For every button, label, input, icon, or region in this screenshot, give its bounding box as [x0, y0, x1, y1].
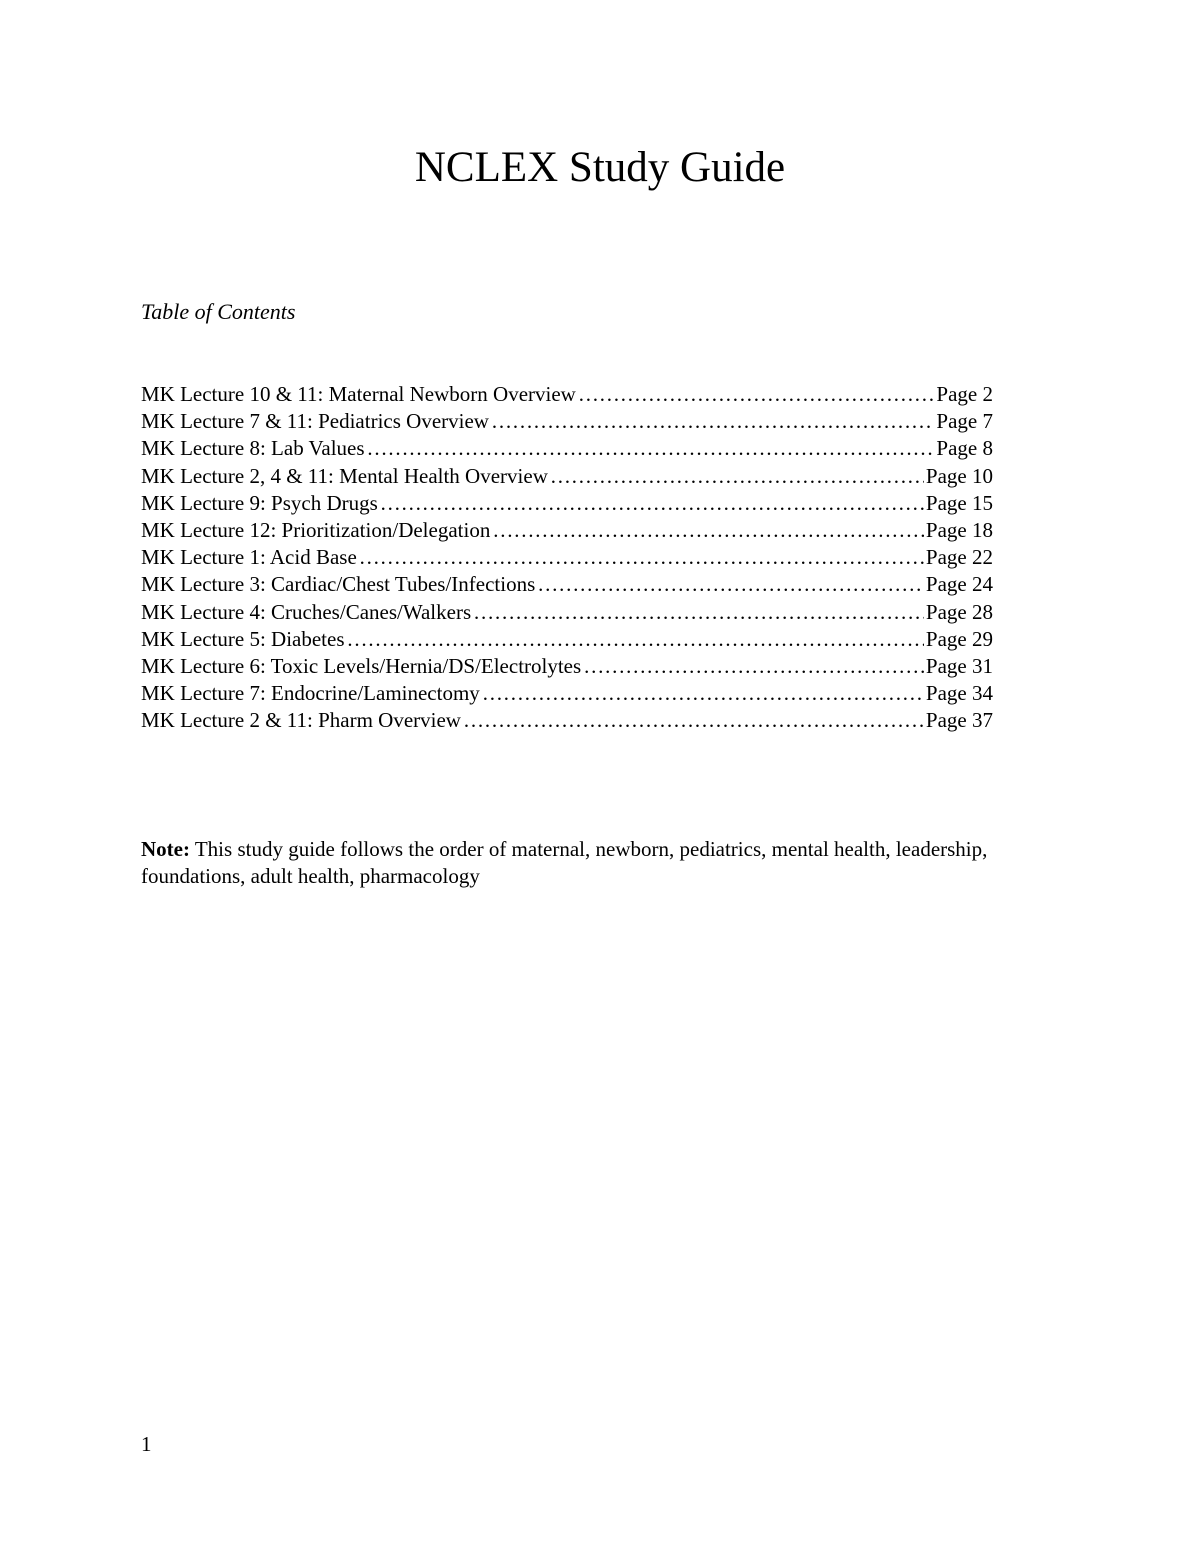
toc-entry-page: Page 18 — [925, 517, 993, 542]
toc-leader-dots — [473, 599, 924, 626]
toc-entry — [141, 490, 993, 517]
note-text: This study guide follows the order of maternal, newborn, pediatrics, mental health, leadership, foundations, adult health, pharmacology — [141, 837, 988, 888]
toc-entry — [141, 517, 993, 544]
toc-entry — [141, 463, 993, 490]
toc-entry-label: MK Lecture 4: Cruches/Canes/Walkers — [141, 599, 472, 624]
toc-leader-dots — [482, 680, 924, 707]
toc-entry-page: Page 8 — [936, 436, 993, 461]
toc-entry-page: Page 2 — [936, 382, 993, 406]
toc-leader-dots — [347, 626, 924, 653]
toc-entry-label: MK Lecture 5: Diabetes — [141, 626, 345, 651]
toc-entry-label: MK Lecture 9: Psych Drugs — [141, 490, 378, 515]
toc-entry-label: MK Lecture 7 & 11: Pediatrics Overview — [141, 409, 489, 434]
toc-entry-label: MK Lecture 7: Endocrine/Laminectomy — [141, 681, 480, 706]
toc-leader-dots — [537, 571, 924, 598]
toc-entry-page: Page 29 — [925, 626, 993, 651]
note-label: Note: — [141, 837, 190, 861]
toc-entry — [141, 599, 993, 626]
toc-leader-dots — [583, 653, 924, 680]
toc-leader-dots — [359, 544, 924, 571]
toc-leader-dots — [491, 408, 934, 435]
toc-leader-dots — [463, 707, 924, 734]
toc-entry-label: MK Lecture 8: Lab Values — [141, 436, 365, 461]
toc-entry-label: MK Lecture 2 & 11: Pharm Overview — [141, 708, 461, 733]
toc-entry — [141, 435, 993, 462]
toc-entry — [141, 626, 993, 653]
toc-entry-label: MK Lecture 10 & 11: Maternal Newborn Overview — [141, 382, 576, 406]
toc-entry-page: Page 22 — [925, 545, 993, 570]
toc-leader-dots — [550, 463, 924, 490]
toc-entry-label: MK Lecture 12: Prioritization/Delegation — [141, 517, 491, 542]
toc-leader-dots — [367, 435, 935, 462]
toc-entry-label: MK Lecture 3: Cardiac/Chest Tubes/Infections — [141, 572, 536, 597]
toc-entry-page: Page 31 — [925, 653, 993, 678]
toc-entry — [141, 707, 993, 734]
toc-entry-page: Page 7 — [936, 409, 993, 434]
document-title: NCLEX Study Guide — [414, 144, 786, 191]
toc-entry — [141, 571, 993, 598]
toc-entry-label: MK Lecture 1: Acid Base — [141, 545, 357, 570]
toc-entry-page: Page 15 — [925, 490, 993, 515]
toc-entry-label: MK Lecture 2, 4 & 11: Mental Health Overview — [141, 463, 548, 488]
page-number: 1 — [141, 1432, 152, 1456]
table-of-contents — [141, 381, 993, 734]
toc-entry-page: Page 24 — [925, 572, 993, 597]
toc-leader-dots — [578, 381, 935, 408]
toc-entry — [141, 408, 993, 435]
toc-entry — [141, 680, 993, 707]
note-paragraph — [141, 836, 1001, 890]
toc-entry — [141, 653, 993, 680]
toc-entry-page: Page 34 — [925, 681, 993, 706]
toc-entry — [141, 544, 993, 571]
toc-entry-page: Page 37 — [925, 708, 993, 733]
toc-entry-page: Page 28 — [925, 599, 993, 624]
toc-entry-page: Page 10 — [925, 463, 993, 488]
toc-leader-dots — [380, 490, 924, 517]
toc-entry — [141, 381, 993, 408]
toc-heading: Table of Contents — [141, 299, 296, 324]
toc-entry-label: MK Lecture 6: Toxic Levels/Hernia/DS/Electrolytes — [141, 653, 582, 678]
toc-leader-dots — [492, 517, 924, 544]
